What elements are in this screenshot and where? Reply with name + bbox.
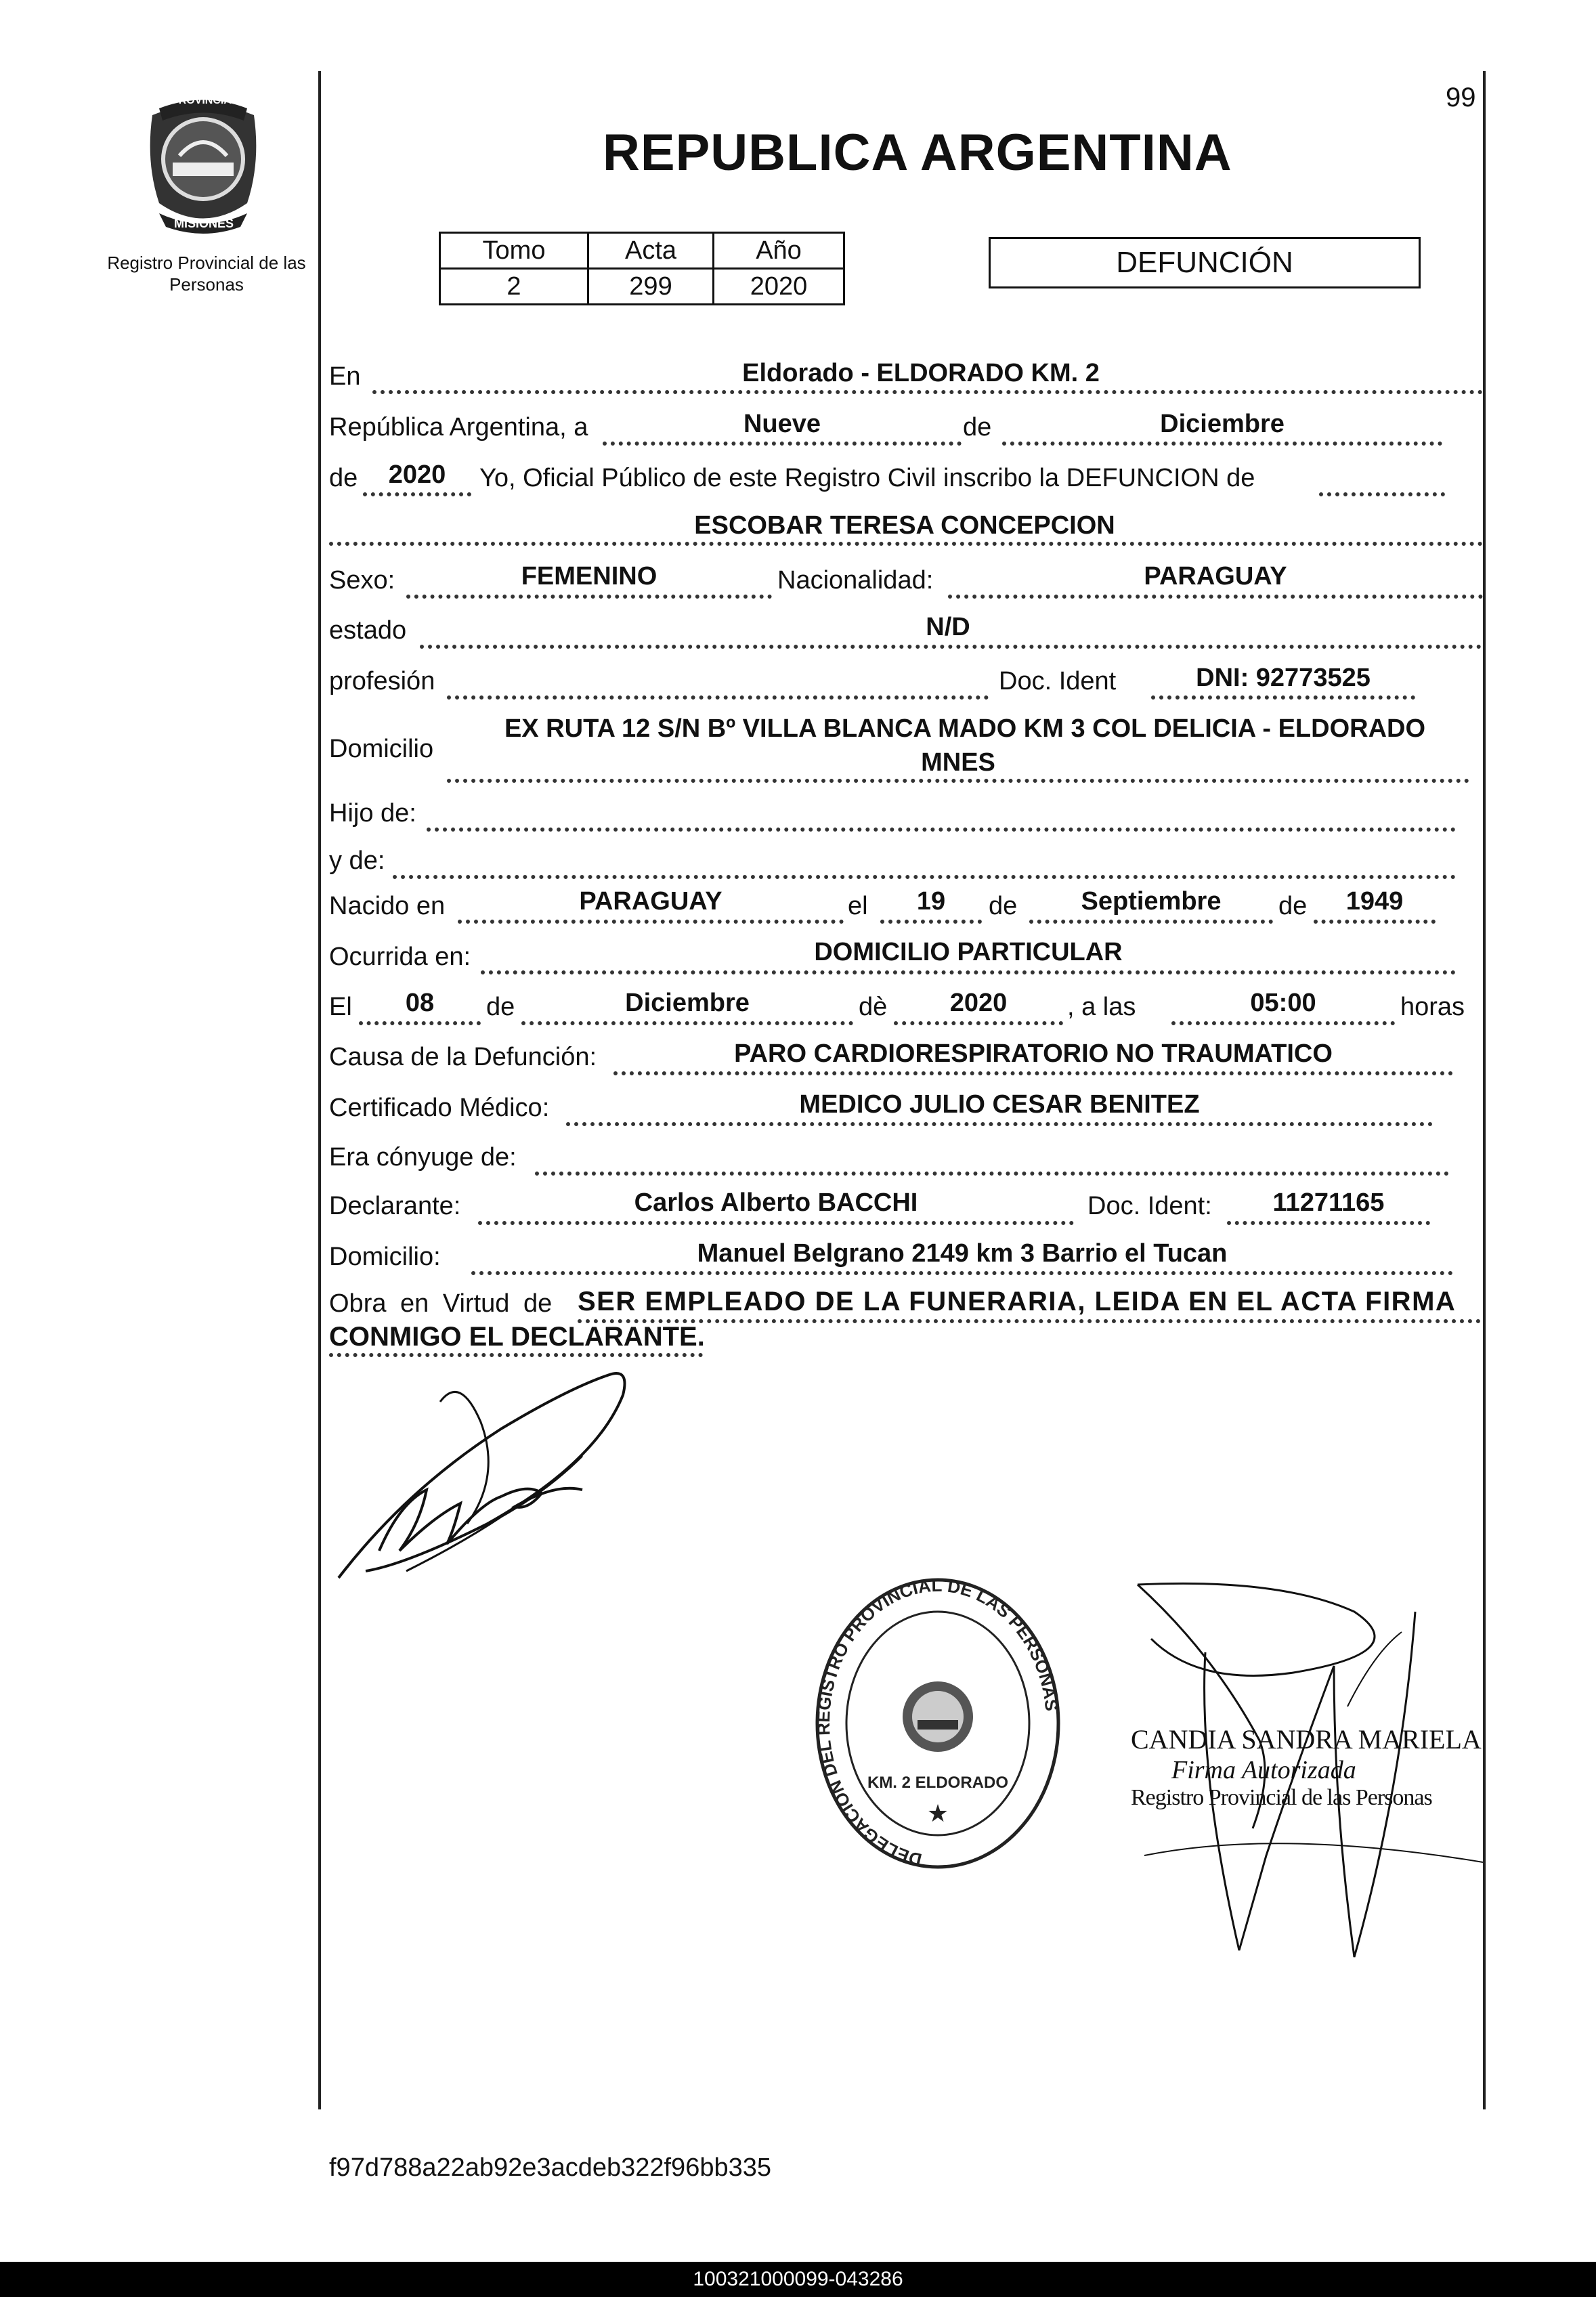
birth-day-value: 19 bbox=[916, 887, 946, 916]
conyuge-label: Era cónyuge de: bbox=[329, 1143, 517, 1172]
stamp-ring-text: DELEGACION DEL REGISTRO PROVINCIAL DE LAS PERSONAS bbox=[813, 1574, 1062, 1870]
day-underline bbox=[603, 442, 962, 446]
death-month-underline bbox=[521, 1021, 853, 1025]
day-words-value: Nueve bbox=[743, 410, 821, 438]
hijo-underline bbox=[427, 828, 1456, 832]
year-value: 2020 bbox=[388, 460, 446, 489]
footer-bar bbox=[0, 2262, 1596, 2297]
doc2-label: Doc. Ident: bbox=[1087, 1192, 1212, 1220]
estado-value: N/D bbox=[926, 613, 970, 641]
deceased-name-value: ESCOBAR TERESA CONCEPCION bbox=[694, 511, 1115, 540]
domicilio-label: Domicilio bbox=[329, 735, 434, 763]
el-label: el bbox=[848, 892, 868, 920]
ocurrida-underline bbox=[481, 970, 1456, 974]
left-margin-rule bbox=[318, 71, 321, 2109]
sexo-underline bbox=[406, 595, 772, 599]
sexo-value: FEMENINO bbox=[521, 562, 657, 591]
doc2-underline bbox=[1227, 1221, 1430, 1225]
sexo-label: Sexo: bbox=[329, 566, 395, 595]
header-anio: Año bbox=[714, 233, 844, 269]
month-value: Diciembre bbox=[1160, 410, 1285, 438]
nacionalidad-value: PARAGUAY bbox=[1144, 562, 1287, 591]
year-underline bbox=[363, 492, 471, 496]
birth-year-value: 1949 bbox=[1345, 887, 1404, 916]
doc-value: DNI: 92773525 bbox=[1196, 664, 1371, 692]
declarante-value: Carlos Alberto BACCHI bbox=[634, 1188, 918, 1217]
declarant-signature bbox=[325, 1348, 704, 1598]
yde-underline bbox=[393, 875, 1456, 879]
en-label: En bbox=[329, 362, 361, 391]
causa-label: Causa de la Defunción: bbox=[329, 1043, 597, 1071]
stamp-inner-text: KM. 2 ELDORADO bbox=[867, 1774, 1009, 1792]
domicilio2-label: Domicilio: bbox=[329, 1243, 441, 1271]
logo-text-top: PROVINCIA DE bbox=[171, 95, 249, 106]
conyuge-underline bbox=[535, 1172, 1449, 1176]
ocurrida-value: DOMICILIO PARTICULAR bbox=[814, 938, 1123, 966]
logo-text-bottom: MISIONES bbox=[174, 217, 234, 230]
barcode-id: 100321000099-043286 bbox=[693, 2268, 903, 2290]
star-icon: ★ bbox=[926, 1799, 949, 1827]
official-stamp bbox=[806, 1571, 1070, 1883]
death-month-value: Diciembre bbox=[625, 989, 750, 1017]
de-label: de bbox=[963, 413, 992, 442]
right-margin-rule bbox=[1483, 71, 1486, 2109]
estado-label: estado bbox=[329, 616, 407, 645]
page-number: 99 bbox=[1446, 83, 1476, 112]
doc-underline bbox=[1151, 695, 1415, 700]
death-time-value: 05:00 bbox=[1250, 989, 1316, 1017]
doc2-value: 11271165 bbox=[1272, 1188, 1385, 1217]
causa-value: PARO CARDIORESPIRATORIO NO TRAUMATICO bbox=[734, 1039, 1333, 1068]
de5-label: de bbox=[486, 993, 515, 1021]
nacionalidad-label: Nacionalidad: bbox=[777, 566, 934, 595]
death-year-value: 2020 bbox=[949, 989, 1008, 1017]
official-name: CANDIA SANDRA MARIELA bbox=[1131, 1724, 1482, 1755]
value-tomo: 2 bbox=[440, 269, 588, 305]
declarante-underline bbox=[478, 1221, 1074, 1225]
official-title: Firma Autorizada bbox=[1171, 1756, 1356, 1784]
header-tomo: Tomo bbox=[440, 233, 588, 269]
nacionalidad-underline bbox=[948, 595, 1483, 599]
death-day-value: 08 bbox=[405, 989, 435, 1017]
profesion-label: profesión bbox=[329, 667, 435, 695]
causa-underline bbox=[613, 1071, 1453, 1075]
obra-label: Obra en Virtud de bbox=[329, 1289, 553, 1318]
estado-underline bbox=[420, 645, 1482, 649]
nacido-label: Nacido en bbox=[329, 892, 446, 920]
nacido-underline bbox=[458, 920, 844, 924]
birth-month-underline bbox=[1029, 920, 1273, 924]
statement-text: Yo, Oficial Público de este Registro Civil inscribo la DEFUNCION de bbox=[479, 464, 1255, 492]
place-underline bbox=[372, 390, 1483, 394]
horas-label: horas bbox=[1400, 993, 1465, 1021]
certificado-value: MEDICO JULIO CESAR BENITEZ bbox=[799, 1090, 1200, 1119]
registry-logo bbox=[132, 88, 274, 237]
yde-label: y de: bbox=[329, 846, 385, 875]
value-acta: 299 bbox=[588, 269, 714, 305]
ocurrida-label: Ocurrida en: bbox=[329, 943, 471, 971]
death-year-underline bbox=[894, 1021, 1063, 1025]
birth-day-underline bbox=[880, 920, 982, 924]
record-type-box bbox=[989, 237, 1421, 288]
death-day-underline bbox=[359, 1021, 481, 1025]
record-table bbox=[439, 232, 845, 305]
obra-underline1 bbox=[578, 1319, 1481, 1323]
document-hash: f97d788a22ab92e3acdeb322f96bb335 bbox=[329, 2153, 771, 2182]
declarante-label: Declarante: bbox=[329, 1192, 461, 1220]
domicilio2-underline bbox=[471, 1271, 1453, 1275]
month-underline bbox=[1002, 442, 1442, 446]
de3-label: de bbox=[989, 892, 1018, 920]
domicilio-line1: EX RUTA 12 S/N Bº VILLA BLANCA MADO KM 3 COL DELICIA - ELDORADO bbox=[504, 714, 1426, 743]
profesion-underline bbox=[447, 695, 989, 700]
certificado-label: Certificado Médico: bbox=[329, 1094, 550, 1122]
certificado-underline bbox=[566, 1122, 1433, 1126]
death-time-underline bbox=[1171, 1021, 1395, 1025]
statement-underline bbox=[1319, 492, 1445, 496]
de2-label: de bbox=[329, 464, 358, 492]
domicilio2-value: Manuel Belgrano 2149 km 3 Barrio el Tucan bbox=[697, 1239, 1228, 1268]
official-org: Registro Provincial de las Personas bbox=[1131, 1785, 1432, 1810]
record-type: DEFUNCIÓN bbox=[1116, 246, 1293, 279]
de6-label: dè bbox=[859, 993, 888, 1021]
place-value: Eldorado - ELDORADO KM. 2 bbox=[742, 359, 1100, 387]
value-anio: 2020 bbox=[714, 269, 844, 305]
hijo-label: Hijo de: bbox=[329, 799, 416, 828]
header-acta: Acta bbox=[588, 233, 714, 269]
republica-label: República Argentina, a bbox=[329, 413, 588, 442]
el2-label: El bbox=[329, 993, 352, 1021]
name-underline bbox=[329, 542, 1483, 546]
birth-year-underline bbox=[1314, 920, 1436, 924]
obra-line1: SER EMPLEADO DE LA FUNERARIA, LEIDA EN EL ACTA FIRMA bbox=[578, 1287, 1457, 1316]
official-signature bbox=[1131, 1571, 1483, 1971]
domicilio-underline bbox=[447, 779, 1469, 783]
registry-name: Registro Provincial de las Personas bbox=[107, 253, 306, 295]
alas-label: , a las bbox=[1067, 993, 1136, 1021]
nacido-en-value: PARAGUAY bbox=[579, 887, 722, 916]
birth-month-value: Septiembre bbox=[1081, 887, 1222, 916]
country-title: REPUBLICA ARGENTINA bbox=[603, 124, 1232, 181]
doc-label: Doc. Ident bbox=[999, 667, 1117, 695]
obra-line2: CONMIGO EL DECLARANTE. bbox=[329, 1322, 705, 1352]
de4-label: de bbox=[1278, 892, 1308, 920]
domicilio-line2: MNES bbox=[921, 748, 995, 777]
